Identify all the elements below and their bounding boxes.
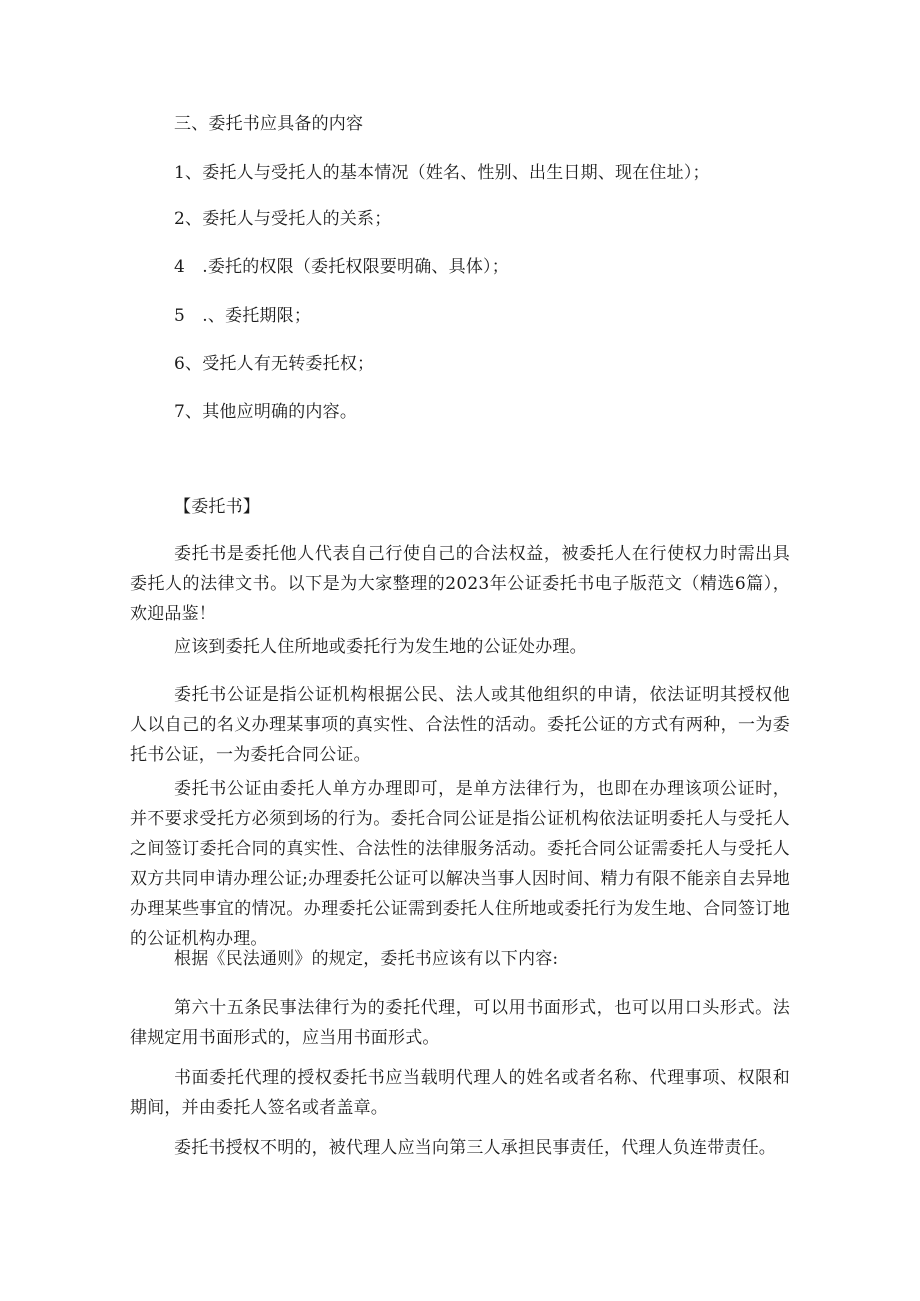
paragraph: 委托书公证是指公证机构根据公民、法人或其他组织的申请，依法证明其授权他人以自己的名义办理某事项的真实性、合法性的活动。委托公证的方式有两种，一为委托书公证，一为委托合同公证。 <box>130 685 790 765</box>
list-item: 6、受托人有无转委托权； <box>174 354 375 374</box>
paragraph: 根据《民法通则》的规定，委托书应该有以下内容: <box>174 949 559 969</box>
paragraph: 应该到委托人住所地或委托行为发生地的公证处办理。 <box>174 637 587 657</box>
paragraph: 第六十五条民事法律行为的委托代理，可以用书面形式，也可以用口头形式。法律规定用书面形式的，应当用书面形式。 <box>130 998 790 1048</box>
paragraph: 书面委托代理的授权委托书应当载明代理人的姓名或者名称、代理事项、权限和期间，并由委托人签名或者盖章。 <box>130 1068 790 1118</box>
paragraph: 委托书授权不明的，被代理人应当向第三人承担民事责任，代理人负连带责任。 <box>174 1138 776 1158</box>
intro-paragraph: 委托书是委托他人代表自己行使自己的合法权益，被委托人在行使权力时需出具委托人的法律文书。以下是为大家整理的2023年公证委托书电子版范文（精选6篇），欢迎品鉴！ <box>130 544 790 624</box>
paragraph: 委托书公证由委托人单方办理即可，是单方法律行为，也即在办理该项公证时，并不要求受托方必须到场的行为。委托合同公证是指公证机构依法证明委托人与受托人之间签订委托合同的真实性、合法性的法律服务活动。委托合同公证需委托人与受托人双方共同申请办理公证;办理委托公证可以解决当事人因时间、精力有限不能亲自去异地办理某些事宜的情况。办理委托公证需到委托人住所地或委托行为发生地、合同签订地的公证机构办理。 <box>130 779 790 949</box>
list-item: 5 .、委托期限； <box>174 306 312 326</box>
list-item: 7、其他应明确的内容。 <box>174 402 358 422</box>
bracket-title: 【委托书】 <box>174 497 260 517</box>
list-item: 1、委托人与受托人的基本情况（姓名、性别、出生日期、现在住址）； <box>174 163 710 183</box>
section-heading: 三、委托书应具备的内容 <box>174 114 364 134</box>
list-item: 4 .委托的权限（委托权限要明确、具体）； <box>174 257 509 277</box>
list-item: 2、委托人与受托人的关系； <box>174 209 392 229</box>
